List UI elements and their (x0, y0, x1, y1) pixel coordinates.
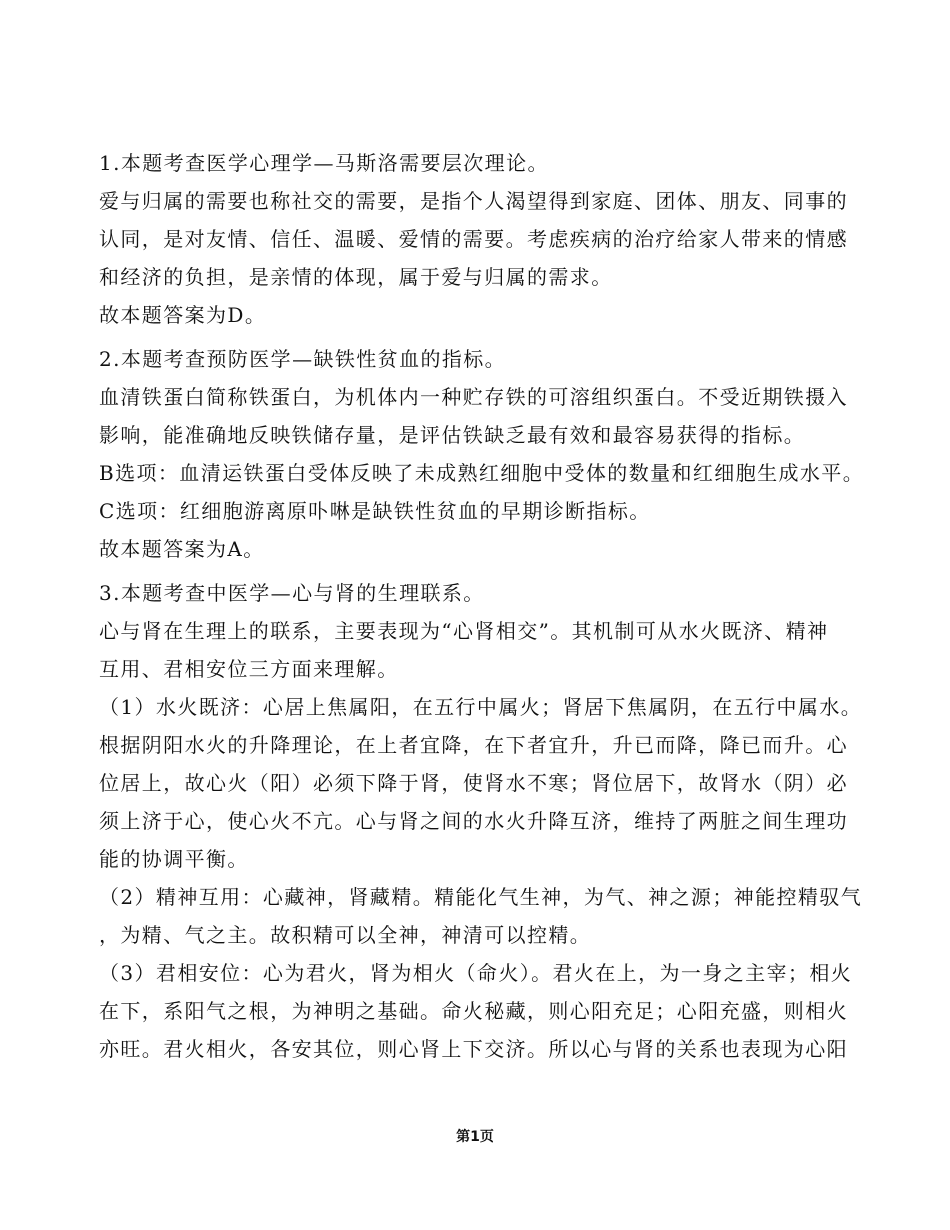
q1-text-line: 和经济的负担，是亲情的体现，属于爱与归属的需求。 (99, 265, 613, 289)
section-q3 (99, 574, 869, 688)
q3-text-line: 互用、君相安位三方面来理解。 (99, 657, 399, 681)
q2-heading: 2.本题考查预防医学—缺铁性贫血的指标。 (99, 347, 507, 371)
q2-option-b: B选项：血清运铁蛋白受体反映了未成熟红细胞中受体的数量和红细胞生成水平。 (99, 461, 865, 485)
q1-text-line: 认同，是对友情、信任、温暖、爱情的需要。考虑疾病的治疗给家人带来的情感 (99, 227, 848, 251)
q3-point-3-line: 亦旺。君火相火，各安其位，则心肾上下交济。所以心与肾的关系也表现为心阳 (99, 1037, 848, 1061)
q3-point-3 (99, 954, 869, 1068)
q3-point-1-line: 根据阴阳水火的升降理论，在上者宜降，在下者宜升，升已而降，降已而升。心 (99, 733, 848, 757)
q3-point-2-line: （2）精神互用：心藏神，肾藏精。精能化气生神，为气、神之源；神能控精驭气 (99, 885, 863, 909)
q1-heading: 1.本题考查医学心理学—马斯洛需要层次理论。 (99, 151, 549, 175)
page-number: 第1页 (456, 1129, 494, 1145)
q1-answer: 故本题答案为D。 (99, 303, 267, 327)
q3-heading: 3.本题考查中医学—心与肾的生理联系。 (99, 581, 485, 605)
q3-point-1-line: 位居上，故心火（阳）必须下降于肾，使肾水不寒；肾位居下，故肾水（阴）必 (99, 771, 848, 795)
q2-option-c: C选项：红细胞游离原卟啉是缺铁性贫血的早期诊断指标。 (99, 499, 651, 523)
q1-text-line: 爱与归属的需要也称社交的需要，是指个人渴望得到家庭、团体、朋友、同事的 (99, 189, 848, 213)
q3-point-1-line: 能的协调平衡。 (99, 847, 249, 871)
q2-answer: 故本题答案为A。 (99, 537, 265, 561)
q3-point-1-line: 须上济于心，使心火不亢。心与肾之间的水火升降互济，维持了两脏之间生理功 (99, 809, 848, 833)
q3-point-3-line: （3）君相安位：心为君火，肾为相火（命火）。君火在上，为一身之主宰；相火 (99, 961, 853, 985)
document-body (99, 144, 869, 1068)
q3-point-2 (99, 878, 869, 954)
section-q1 (99, 144, 869, 334)
q3-point-1-line: （1）水火既济：心居上焦属阳，在五行中属火；肾居下焦属阴，在五行中属水。 (99, 695, 863, 719)
q3-point-2-line: ，为精、气之主。故积精可以全神，神清可以控精。 (99, 923, 592, 947)
q3-text-line: 心与肾在生理上的联系，主要表现为“心肾相交”。其机制可从水火既济、精神 (99, 619, 829, 643)
q2-text-line: 血清铁蛋白简称铁蛋白，为机体内一种贮存铁的可溶组织蛋白。不受近期铁摄入 (99, 385, 848, 409)
q2-text-line: 影响，能准确地反映铁储存量，是评估铁缺乏最有效和最容易获得的指标。 (99, 423, 806, 447)
q3-point-1 (99, 688, 869, 878)
q3-point-3-line: 在下，系阳气之根，为神明之基础。命火秘藏，则心阳充足；心阳充盛，则相火 (99, 999, 848, 1023)
section-q2 (99, 340, 869, 568)
